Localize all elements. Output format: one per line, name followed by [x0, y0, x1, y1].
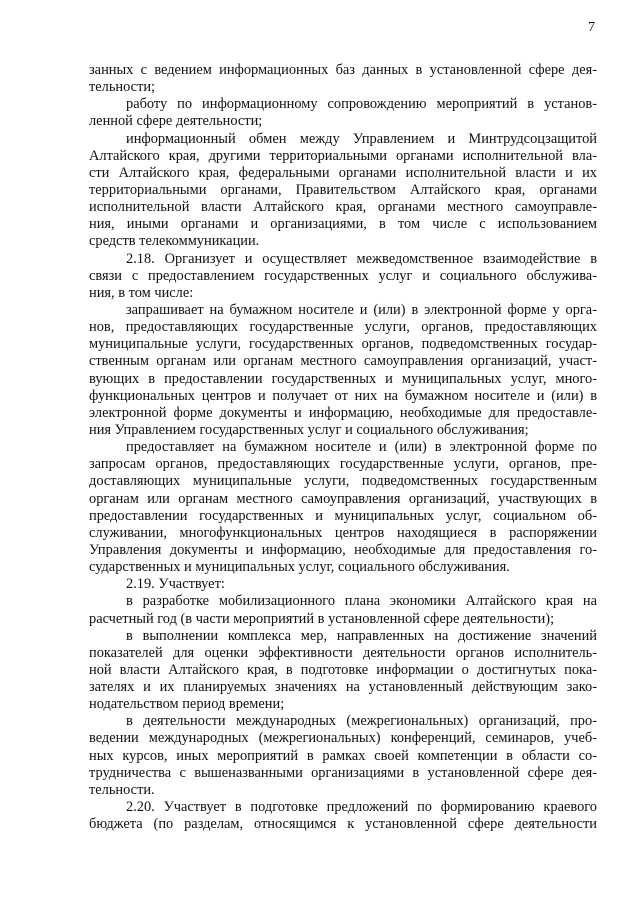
text-line: запросам органов, предоставляющих государственные услуги, органов, пре-	[89, 456, 597, 473]
text-line: исполнительной власти Алтайского края, органами местного самоуправле-	[89, 199, 597, 216]
text-line: ния, в том числе:	[89, 284, 194, 301]
paragraph	[89, 62, 597, 96]
text-line: доставляющих муниципальные услуги, подведомственных государственным	[89, 473, 597, 490]
paragraph	[89, 799, 597, 833]
text-line: нов, предоставляющих государственные услуги, органов, предоставляющих	[89, 319, 597, 336]
paragraph	[89, 439, 597, 576]
paragraph	[89, 131, 597, 251]
text-line: в деятельности международных (межрегиональных) организаций, про-	[126, 713, 597, 730]
paragraph	[89, 713, 597, 799]
text-line: трудничества с вышеназванными организациями в установленной сфере дея-	[89, 764, 597, 781]
text-line: 2.18. Организует и осуществляет межведомственное взаимодействие в	[126, 250, 597, 267]
text-line: ленной сфере деятельности;	[89, 113, 263, 130]
text-line: функциональных центров и получает от них на бумажном носителе и (или) в	[89, 387, 597, 404]
text-line: территориальными органами, Правительством Алтайского края, органами	[89, 181, 597, 198]
text-line: 2.20. Участвует в подготовке предложений по формированию краевого	[126, 799, 597, 816]
paragraph	[89, 96, 597, 130]
text-line: нодательством период времени;	[89, 696, 285, 713]
text-line: тельности;	[89, 79, 156, 96]
text-line: средств телекоммуникации.	[89, 233, 260, 250]
text-line: Управления документы и информацию, необходимые для предоставления го-	[89, 541, 597, 558]
text-line: органам или органам местного самоуправления организаций, участвующих в	[89, 490, 597, 507]
text-line: тельности.	[89, 781, 155, 798]
text-line: вующих в предоставлении государственных и муниципальных услуг, много-	[89, 370, 597, 387]
text-line: занных с ведением информационных баз данных в установленной сфере дея-	[89, 62, 597, 78]
text-line: ственным органам или органам местного самоуправления организаций, участ-	[89, 353, 597, 370]
text-line: сударственных и муниципальных услуг, социального обслуживания.	[89, 559, 510, 576]
document-body	[89, 62, 597, 833]
page-number: 7	[588, 20, 595, 35]
text-line: ведении международных (межрегиональных) конференций, семинаров, учеб-	[89, 730, 597, 747]
text-line: предоставлении государственных и муниципальных услуг, социальном об-	[89, 507, 597, 524]
text-line: служивании, многофункциональных центров находящиеся в распоряжении	[89, 524, 597, 541]
text-line: запрашивает на бумажном носителе и (или) в электронной форме у орга-	[126, 301, 597, 318]
text-line: работу по информационному сопровождению мероприятий в установ-	[126, 96, 597, 113]
paragraph	[89, 593, 597, 627]
text-line: ной власти Алтайского края, в подготовке информации о достигнутых пока-	[89, 661, 597, 678]
paragraph	[89, 251, 597, 302]
text-line: показателей для оценки эффективности деятельности органов исполнитель-	[89, 644, 597, 661]
text-line: ния, иными органами и организациями, в том числе с использованием	[89, 216, 597, 233]
text-line: связи с предоставлением государственных услуг и социального обслужива-	[89, 267, 597, 284]
text-line: ния Управлением государственных услуг и социального обслуживания;	[89, 421, 529, 438]
text-line: предоставляет на бумажном носителе и (или) в электронной форме по	[126, 439, 597, 456]
text-line: в разработке мобилизационного плана экономики Алтайского края на	[126, 593, 597, 610]
text-line: электронной форме документы и информацию, необходимые для предоставле-	[89, 404, 597, 421]
paragraph	[89, 576, 597, 593]
text-line: муниципальные услуги, государственных органов, подведомственных государ-	[89, 336, 597, 353]
paragraph	[89, 628, 597, 714]
text-line: информационный обмен между Управлением и Минтрудсоцзащитой	[126, 130, 597, 147]
text-line: 2.19. Участвует:	[126, 576, 225, 593]
text-line: бюджета (по разделам, относящимся к установленной сфере деятельности	[89, 816, 597, 833]
text-line: расчетный год (в части мероприятий в установленной сфере деятельности);	[89, 610, 555, 627]
text-line: Алтайского края, другими территориальными органами исполнительной вла-	[89, 147, 597, 164]
paragraph	[89, 302, 597, 439]
text-line: сти Алтайского края, федеральными органами исполнительной власти и их	[89, 164, 597, 181]
text-line: зателях и их планируемых значениях на установленный действующим зако-	[89, 679, 597, 696]
text-line: ных курсов, иных мероприятий в рамках своей компетенции в области со-	[89, 747, 597, 764]
text-line: в выполнении комплекса мер, направленных на достижение значений	[126, 627, 597, 644]
